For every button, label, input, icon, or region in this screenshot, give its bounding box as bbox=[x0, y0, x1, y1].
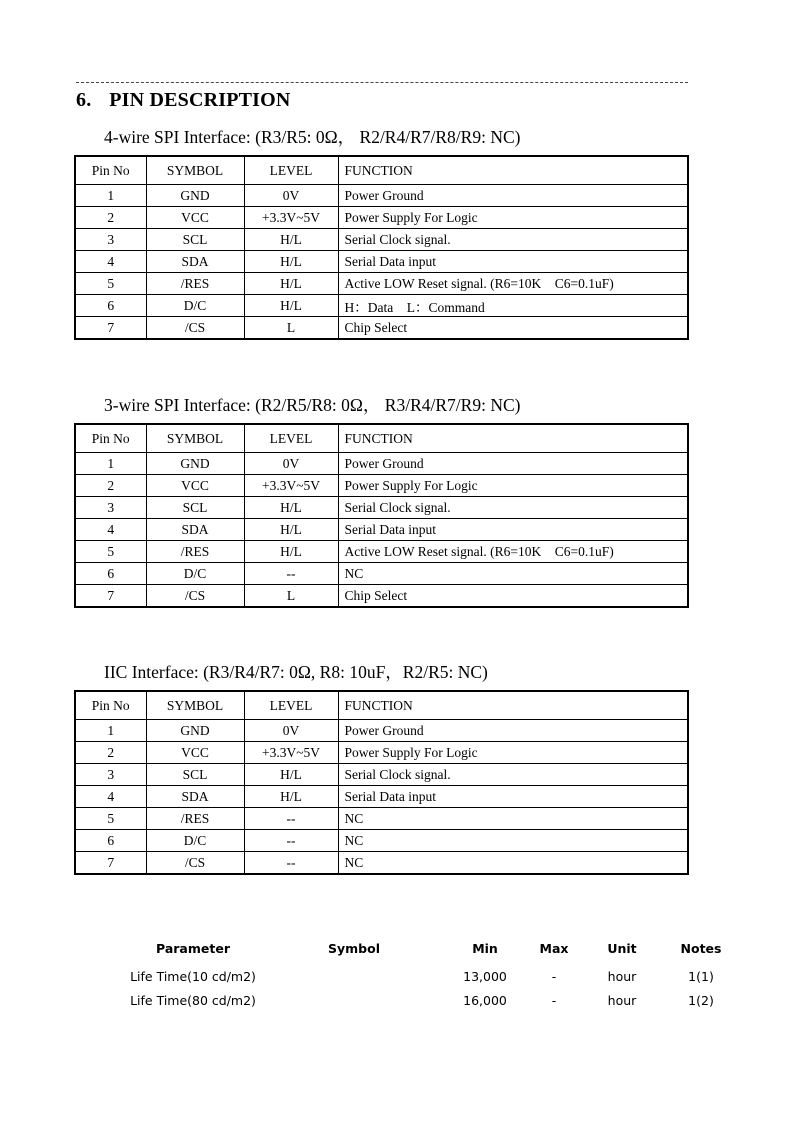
function: Serial Clock signal. bbox=[338, 497, 688, 519]
level: +3.3V~5V bbox=[244, 742, 338, 764]
level: +3.3V~5V bbox=[244, 475, 338, 497]
symbol: VCC bbox=[146, 475, 244, 497]
table-row bbox=[75, 453, 688, 475]
level: -- bbox=[244, 852, 338, 875]
notes: 1(1) bbox=[688, 968, 714, 984]
level: H/L bbox=[244, 519, 338, 541]
pin-no: 4 bbox=[75, 519, 146, 541]
level: +3.3V~5V bbox=[244, 207, 338, 229]
symbol: /RES bbox=[146, 273, 244, 295]
level: H/L bbox=[244, 295, 338, 317]
pin-table-iic bbox=[74, 690, 689, 875]
header-level: LEVEL bbox=[244, 156, 338, 185]
symbol: GND bbox=[146, 185, 244, 207]
pin-no: 1 bbox=[75, 185, 146, 207]
table-header-row bbox=[75, 156, 688, 185]
function: Serial Clock signal. bbox=[338, 229, 688, 251]
symbol: D/C bbox=[146, 830, 244, 852]
table-row bbox=[75, 519, 688, 541]
pin-no: 6 bbox=[75, 563, 146, 585]
pin-no: 2 bbox=[75, 742, 146, 764]
symbol: VCC bbox=[146, 207, 244, 229]
table-row bbox=[75, 830, 688, 852]
section-title: PIN DESCRIPTION bbox=[109, 89, 291, 111]
symbol: SCL bbox=[146, 229, 244, 251]
pin-no: 1 bbox=[75, 453, 146, 475]
header-max: Max bbox=[539, 940, 569, 956]
pin-no: 7 bbox=[75, 585, 146, 608]
function: Serial Clock signal. bbox=[338, 764, 688, 786]
pin-no: 5 bbox=[75, 541, 146, 563]
level: 0V bbox=[244, 720, 338, 742]
table-row bbox=[75, 541, 688, 563]
symbol: SCL bbox=[146, 497, 244, 519]
symbol: SDA bbox=[146, 786, 244, 808]
level: H/L bbox=[244, 764, 338, 786]
dashed-separator bbox=[76, 82, 688, 83]
header-symbol: SYMBOL bbox=[146, 424, 244, 453]
header-level: LEVEL bbox=[244, 691, 338, 720]
life-time-table bbox=[118, 936, 736, 1012]
function: NC bbox=[338, 852, 688, 875]
header-function: FUNCTION bbox=[338, 156, 688, 185]
function: Chip Select bbox=[338, 585, 688, 608]
symbol: D/C bbox=[146, 563, 244, 585]
pin-no: 2 bbox=[75, 207, 146, 229]
table-row bbox=[75, 764, 688, 786]
pin-no: 7 bbox=[75, 852, 146, 875]
header-symbol: SYMBOL bbox=[146, 691, 244, 720]
table-row bbox=[75, 251, 688, 273]
pin-no: 1 bbox=[75, 720, 146, 742]
unit: hour bbox=[607, 968, 637, 984]
level: 0V bbox=[244, 185, 338, 207]
level: H/L bbox=[244, 497, 338, 519]
level: -- bbox=[244, 808, 338, 830]
table-row bbox=[75, 585, 688, 608]
table-row bbox=[75, 295, 688, 317]
table-row bbox=[75, 742, 688, 764]
header-level: LEVEL bbox=[244, 424, 338, 453]
table-row bbox=[75, 720, 688, 742]
unit: hour bbox=[607, 992, 637, 1008]
symbol: /CS bbox=[146, 585, 244, 608]
table-row bbox=[75, 563, 688, 585]
table-header-row bbox=[75, 424, 688, 453]
section-number: 6. bbox=[76, 89, 92, 111]
parameter: Life Time(10 cd/m2) bbox=[130, 968, 256, 984]
table-row bbox=[75, 207, 688, 229]
symbol: SCL bbox=[146, 764, 244, 786]
pin-no: 5 bbox=[75, 273, 146, 295]
level: H/L bbox=[244, 786, 338, 808]
interface-title-4wire-spi: 4-wire SPI Interface: (R3/R5: 0Ω， R2/R4/R7/R8/R9: NC) bbox=[104, 127, 521, 147]
symbol: SDA bbox=[146, 251, 244, 273]
pin-no: 5 bbox=[75, 808, 146, 830]
table-row bbox=[75, 786, 688, 808]
table-row bbox=[75, 317, 688, 340]
pin-no: 4 bbox=[75, 786, 146, 808]
level: -- bbox=[244, 563, 338, 585]
life-header-row bbox=[118, 936, 736, 960]
function: Serial Data input bbox=[338, 251, 688, 273]
pin-no: 3 bbox=[75, 764, 146, 786]
table-row bbox=[75, 808, 688, 830]
symbol: SDA bbox=[146, 519, 244, 541]
level: H/L bbox=[244, 229, 338, 251]
notes: 1(2) bbox=[688, 992, 714, 1008]
table-row bbox=[75, 273, 688, 295]
min: 13,000 bbox=[463, 968, 507, 984]
level: L bbox=[244, 317, 338, 340]
function: Power Ground bbox=[338, 720, 688, 742]
level: -- bbox=[244, 830, 338, 852]
function: Power Supply For Logic bbox=[338, 207, 688, 229]
parameter: Life Time(80 cd/m2) bbox=[130, 992, 256, 1008]
header-function: FUNCTION bbox=[338, 424, 688, 453]
interface-title-3wire-spi: 3-wire SPI Interface: (R2/R5/R8: 0Ω， R3/R4/R7/R9: NC) bbox=[104, 395, 521, 415]
level: L bbox=[244, 585, 338, 608]
pin-table-4wire-spi bbox=[74, 155, 689, 340]
symbol bbox=[268, 964, 440, 988]
interface-title-iic: IIC Interface: (R3/R4/R7: 0Ω, R8: 10uF，R2/R5: NC) bbox=[104, 662, 488, 682]
section-heading bbox=[76, 89, 291, 112]
symbol: D/C bbox=[146, 295, 244, 317]
max: - bbox=[551, 968, 557, 984]
header-symbol: SYMBOL bbox=[146, 156, 244, 185]
pin-no: 7 bbox=[75, 317, 146, 340]
pin-no: 3 bbox=[75, 497, 146, 519]
function: Power Ground bbox=[338, 185, 688, 207]
pin-table-3wire-spi bbox=[74, 423, 689, 608]
table-header-row bbox=[75, 691, 688, 720]
function: H：Data L：Command bbox=[338, 295, 688, 317]
symbol: /RES bbox=[146, 541, 244, 563]
function: Chip Select bbox=[338, 317, 688, 340]
function: Power Ground bbox=[338, 453, 688, 475]
function: NC bbox=[338, 563, 688, 585]
level: H/L bbox=[244, 541, 338, 563]
function: Active LOW Reset signal. (R6=10K C6=0.1uF) bbox=[338, 541, 688, 563]
function: Power Supply For Logic bbox=[338, 742, 688, 764]
header-symbol: Symbol bbox=[328, 940, 380, 956]
header-pin-no: Pin No bbox=[75, 691, 146, 720]
function: NC bbox=[338, 830, 688, 852]
header-parameter: Parameter bbox=[156, 940, 230, 956]
header-min: Min bbox=[472, 940, 498, 956]
table-row bbox=[75, 185, 688, 207]
table-row bbox=[118, 964, 736, 988]
pin-no: 2 bbox=[75, 475, 146, 497]
table-row bbox=[75, 229, 688, 251]
function: Power Supply For Logic bbox=[338, 475, 688, 497]
min: 16,000 bbox=[463, 992, 507, 1008]
symbol: GND bbox=[146, 453, 244, 475]
table-row bbox=[118, 988, 736, 1012]
symbol: VCC bbox=[146, 742, 244, 764]
header-notes: Notes bbox=[680, 940, 722, 956]
table-row bbox=[75, 475, 688, 497]
pin-no: 3 bbox=[75, 229, 146, 251]
symbol: /CS bbox=[146, 852, 244, 875]
symbol: /CS bbox=[146, 317, 244, 340]
function: Serial Data input bbox=[338, 786, 688, 808]
header-pin-no: Pin No bbox=[75, 156, 146, 185]
symbol bbox=[268, 988, 440, 1012]
symbol: /RES bbox=[146, 808, 244, 830]
pin-no: 6 bbox=[75, 295, 146, 317]
function: Serial Data input bbox=[338, 519, 688, 541]
table-row bbox=[75, 852, 688, 875]
header-pin-no: Pin No bbox=[75, 424, 146, 453]
pin-no: 6 bbox=[75, 830, 146, 852]
level: H/L bbox=[244, 251, 338, 273]
symbol: GND bbox=[146, 720, 244, 742]
function: NC bbox=[338, 808, 688, 830]
level: 0V bbox=[244, 453, 338, 475]
max: - bbox=[551, 992, 557, 1008]
header-function: FUNCTION bbox=[338, 691, 688, 720]
pin-no: 4 bbox=[75, 251, 146, 273]
header-unit: Unit bbox=[607, 940, 637, 956]
table-row bbox=[75, 497, 688, 519]
function: Active LOW Reset signal. (R6=10K C6=0.1uF) bbox=[338, 273, 688, 295]
level: H/L bbox=[244, 273, 338, 295]
